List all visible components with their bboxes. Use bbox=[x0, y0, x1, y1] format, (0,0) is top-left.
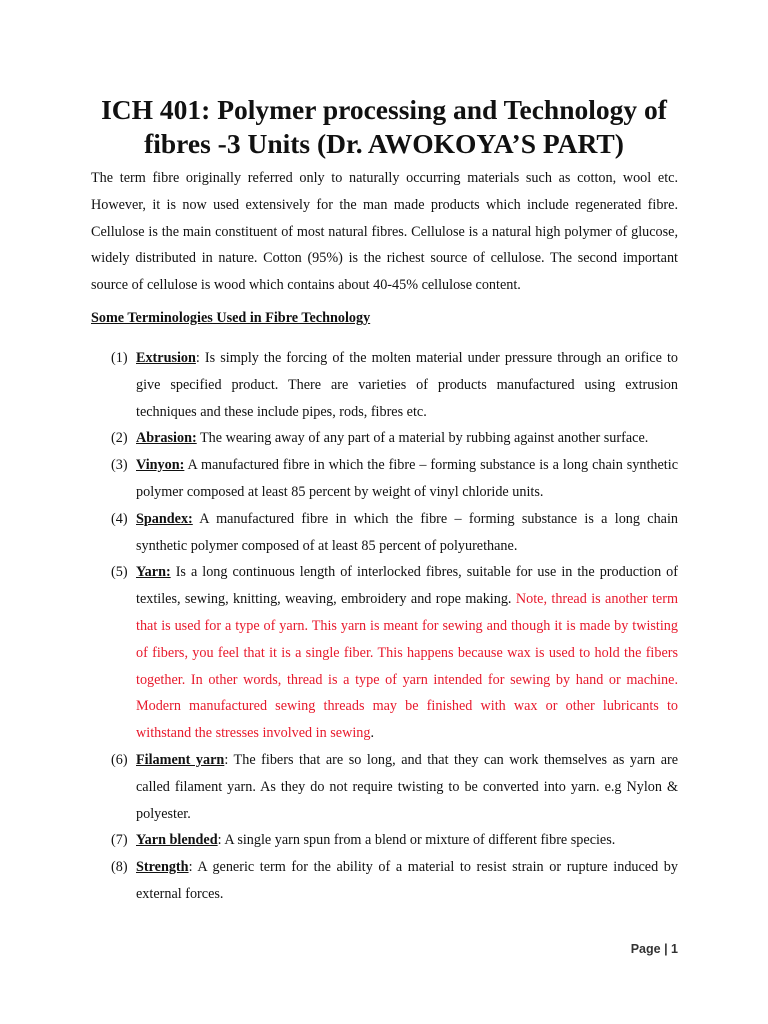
item-term: Extrusion bbox=[136, 350, 196, 366]
item-definition: A manufactured fibre in which the fibre – forming substance is a long chain synthetic polymer composed of at least 85 percent of polyurethane. bbox=[136, 510, 678, 554]
item-number: (6) bbox=[111, 751, 128, 768]
list-item bbox=[91, 452, 678, 506]
intro-paragraph: The term fibre originally referred only to naturally occurring materials such as cotton, wool etc. However, it is now used extensively for the man made products which include regenerated fibre. Cellulose is the main constituent of most natural fibres. Cellulose is a natural high polymer of glucose, widely distributed in nature. Cotton (95%) is the richest source of cellulose. The second important source of cellulose is wood which contains about 40-45% cellulose content. bbox=[91, 170, 678, 294]
item-term: Abrasion: bbox=[136, 430, 197, 447]
list-item bbox=[91, 827, 678, 854]
item-number: (8) bbox=[111, 859, 128, 876]
item-definition: Is a long continuous length of interlocked fibres, suitable for use in the production of textiles, sewing, knitting, weaving, embroidery and rope making. bbox=[136, 564, 678, 608]
item-term: Spandex: bbox=[136, 510, 193, 527]
title-line-1: ICH 401: Polymer processing and Technology of bbox=[101, 94, 667, 125]
title-line-2: fibres -3 Units (Dr. AWOKOYA’S PART) bbox=[144, 128, 624, 159]
item-definition: A manufactured fibre in which the fibre – forming substance is a long chain synthetic polymer composed at least 85 percent by weight of vinyl chloride units. bbox=[136, 457, 678, 500]
item-term: Yarn: bbox=[136, 564, 171, 581]
item-number: (1) bbox=[111, 350, 128, 366]
item-definition: A single yarn spun from a blend or mixture of different fibre species. bbox=[221, 832, 616, 849]
page-title bbox=[60, 93, 708, 161]
item-number: (5) bbox=[111, 564, 128, 581]
item-term: Yarn blended bbox=[136, 832, 218, 849]
section-heading: Some Terminologies Used in Fibre Technology bbox=[91, 310, 371, 326]
item-number: (7) bbox=[111, 832, 128, 849]
list-item bbox=[91, 345, 678, 425]
item-number: (3) bbox=[111, 457, 128, 474]
page-number: Page | 1 bbox=[630, 942, 678, 956]
item-separator: : bbox=[188, 859, 193, 876]
item-number: (2) bbox=[111, 430, 128, 447]
item-definition: A generic term for the ability of a material to resist strain or rupture induced by external forces. bbox=[136, 859, 678, 902]
list-item bbox=[91, 506, 678, 560]
item-number: (4) bbox=[111, 510, 128, 527]
item-term: Vinyon: bbox=[136, 457, 185, 474]
highlighted-note: Note, thread is another term that is used for a type of yarn. This yarn is meant for sewing and though it is made by twisting of fibers, you feel that it is a single fiber. This happens because wax is used to hold the fibers together. In other words, thread is a type of yarn intended for sewing by hand or machine. Modern manufactured sewing threads may be finished with wax or other lubricants to withstand the stresses involved in sewing bbox=[136, 591, 678, 742]
item-after: . bbox=[370, 725, 375, 742]
item-separator: : bbox=[217, 832, 222, 849]
item-definition: Is simply the forcing of the molten material under pressure through an orifice to give specified product. There are varieties of products manufactured using extrusion techniques and these include pipes, rods, fibres etc. bbox=[136, 350, 678, 420]
item-separator: : bbox=[224, 751, 229, 768]
item-definition: The fibers that are so long, and that they can work themselves as yarn are called filament yarn. As they do not require twisting to be converted into yarn. e.g Nylon & polyester. bbox=[136, 751, 679, 822]
item-term: Strength bbox=[136, 859, 189, 876]
list-item bbox=[91, 559, 678, 747]
item-separator: : bbox=[195, 350, 200, 366]
list-item bbox=[91, 854, 678, 908]
item-term: Filament yarn bbox=[136, 751, 225, 768]
list-item bbox=[91, 425, 678, 452]
list-item bbox=[91, 747, 678, 827]
terminology-list bbox=[91, 345, 678, 908]
item-definition: The wearing away of any part of a material by rubbing against another surface. bbox=[196, 430, 649, 447]
